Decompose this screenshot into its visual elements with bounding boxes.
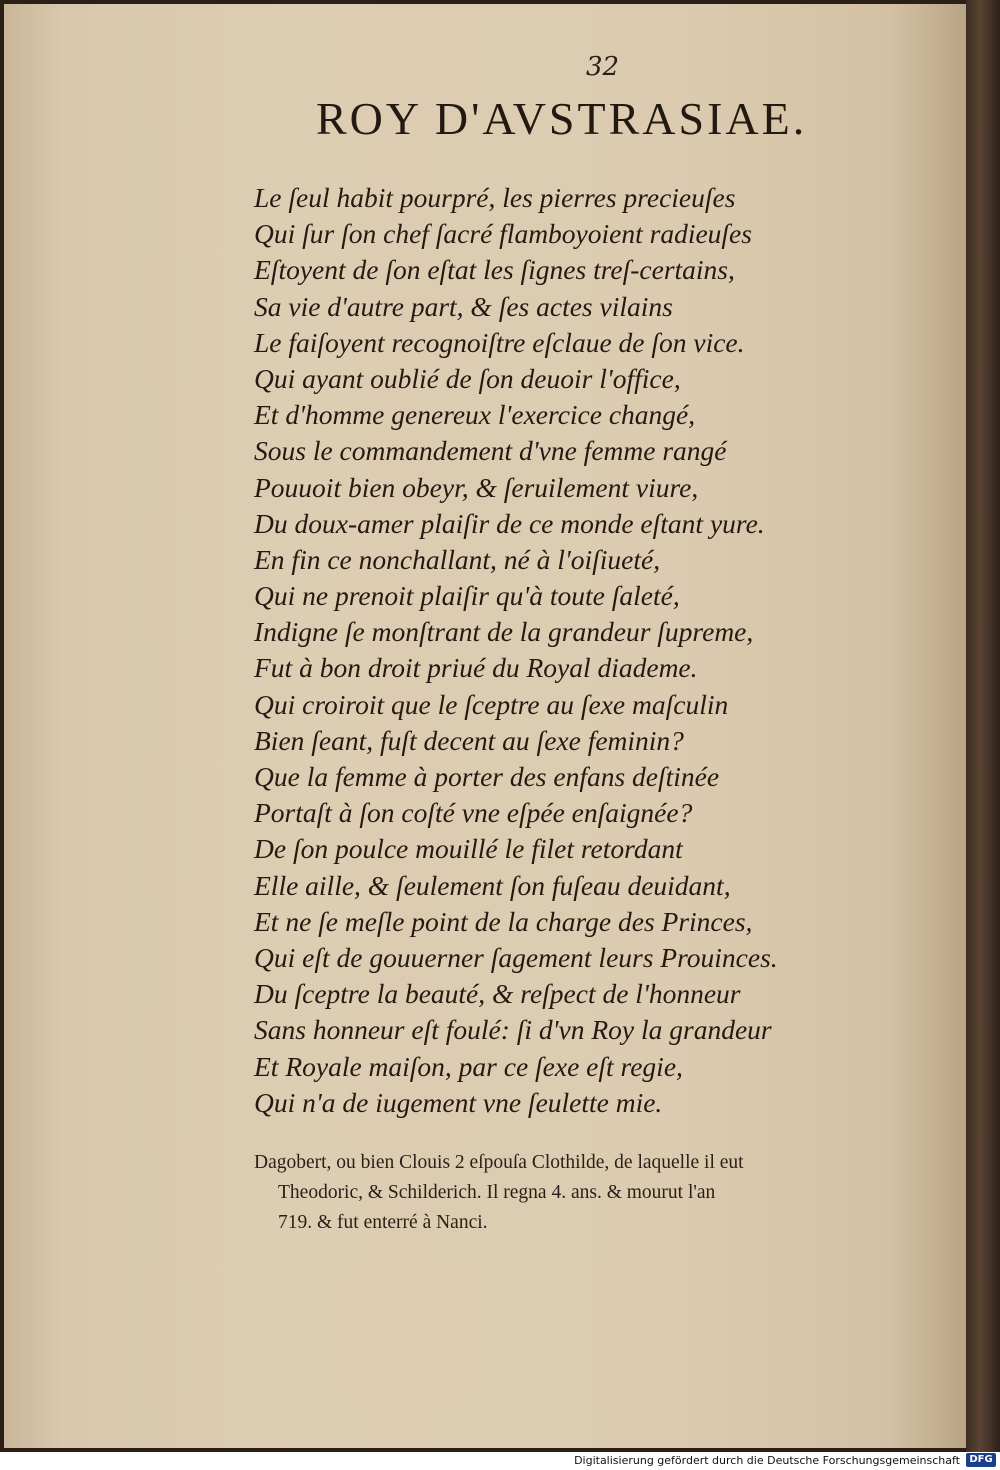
verse-line: Bien ſeant, fuſt decent au ſexe feminin? bbox=[254, 724, 684, 756]
verse-line: Qui ſur ſon chef ſacré flamboyoient radieuſes bbox=[254, 218, 752, 250]
verse-line: Sans honneur eſt foulé: ſi d'vn Roy la grandeur bbox=[254, 1014, 772, 1046]
verse-line: De ſon poulce mouillé le filet retordant bbox=[254, 833, 683, 865]
verse-line: Qui eſt de gouuerner ſagement leurs Prouinces. bbox=[254, 941, 778, 973]
note-line: Theodoric, & Schilderich. Il regna 4. ans. & mourut l'an bbox=[278, 1182, 716, 1203]
verse-line: Qui ne prenoit plaiſir qu'à toute ſaleté, bbox=[254, 580, 680, 612]
verse-line: Indigne ſe monſtrant de la grandeur ſupreme, bbox=[254, 616, 754, 648]
verse-line: Qui ayant oublié de ſon deuoir l'office, bbox=[254, 362, 681, 394]
verse-line: Fut à bon droit priué du Royal diademe. bbox=[254, 652, 698, 684]
verse-line: Portaſt à ſon coſté vne eſpée enſaignée? bbox=[254, 797, 693, 829]
verse-line: Qui croiroit que le ſceptre au ſexe maſculin bbox=[254, 688, 729, 720]
note-line: 719. & fut enterré à Nanci. bbox=[278, 1212, 488, 1233]
verse-line: Que la femme à porter des enfans deſtinée bbox=[254, 761, 720, 792]
verse-line: Elle aille, & ſeulement ſon fuſeau deuidant, bbox=[254, 869, 731, 901]
running-head: ROY D'AVSTRASIAE. bbox=[316, 93, 808, 144]
verse-line: Le ſeul habit pourpré, les pierres precieuſes bbox=[254, 182, 736, 213]
dfg-logo: DFG bbox=[966, 1453, 996, 1467]
verse-line: Et d'homme genereux l'exercice changé, bbox=[254, 399, 696, 431]
book-edge bbox=[966, 0, 1000, 1452]
verse-line: Sa vie d'autre part, & ſes actes vilains bbox=[254, 290, 673, 322]
page-number: 32 bbox=[586, 52, 620, 82]
marginal-note bbox=[254, 1148, 894, 1238]
verse-line: Et ne ſe meſle point de la charge des Princes, bbox=[254, 905, 753, 937]
funding-credit: Digitalisierung gefördert durch die Deutsche Forschungsgemeinschaft bbox=[574, 1454, 960, 1467]
verse-line: Du doux-amer plaiſir de ce monde eſtant yure. bbox=[254, 507, 765, 539]
verse-line: Eſtoyent de ſon eſtat les ſignes treſ-certains, bbox=[254, 254, 735, 286]
verse-line: Qui n'a de iugement vne ſeulette mie. bbox=[254, 1086, 663, 1118]
verse-line: Pouuoit bien obeyr, & ſeruilement viure, bbox=[254, 471, 699, 503]
verse-line: En fin ce nonchallant, né à l'oiſiueté, bbox=[254, 543, 661, 575]
verse-line: Du ſceptre la beauté, & reſpect de l'honneur bbox=[254, 978, 741, 1010]
verse-line: Sous le commandement d'vne femme rangé bbox=[254, 435, 727, 467]
verse-block bbox=[254, 180, 894, 1121]
verse-line: Et Royale maiſon, par ce ſexe eſt regie, bbox=[254, 1050, 683, 1082]
verse-line: Le faiſoyent recognoiſtre eſclaue de ſon vice. bbox=[254, 326, 745, 358]
note-line: Dagobert, ou bien Clouis 2 eſpouſa Clothilde, de laquelle il eut bbox=[254, 1152, 744, 1173]
